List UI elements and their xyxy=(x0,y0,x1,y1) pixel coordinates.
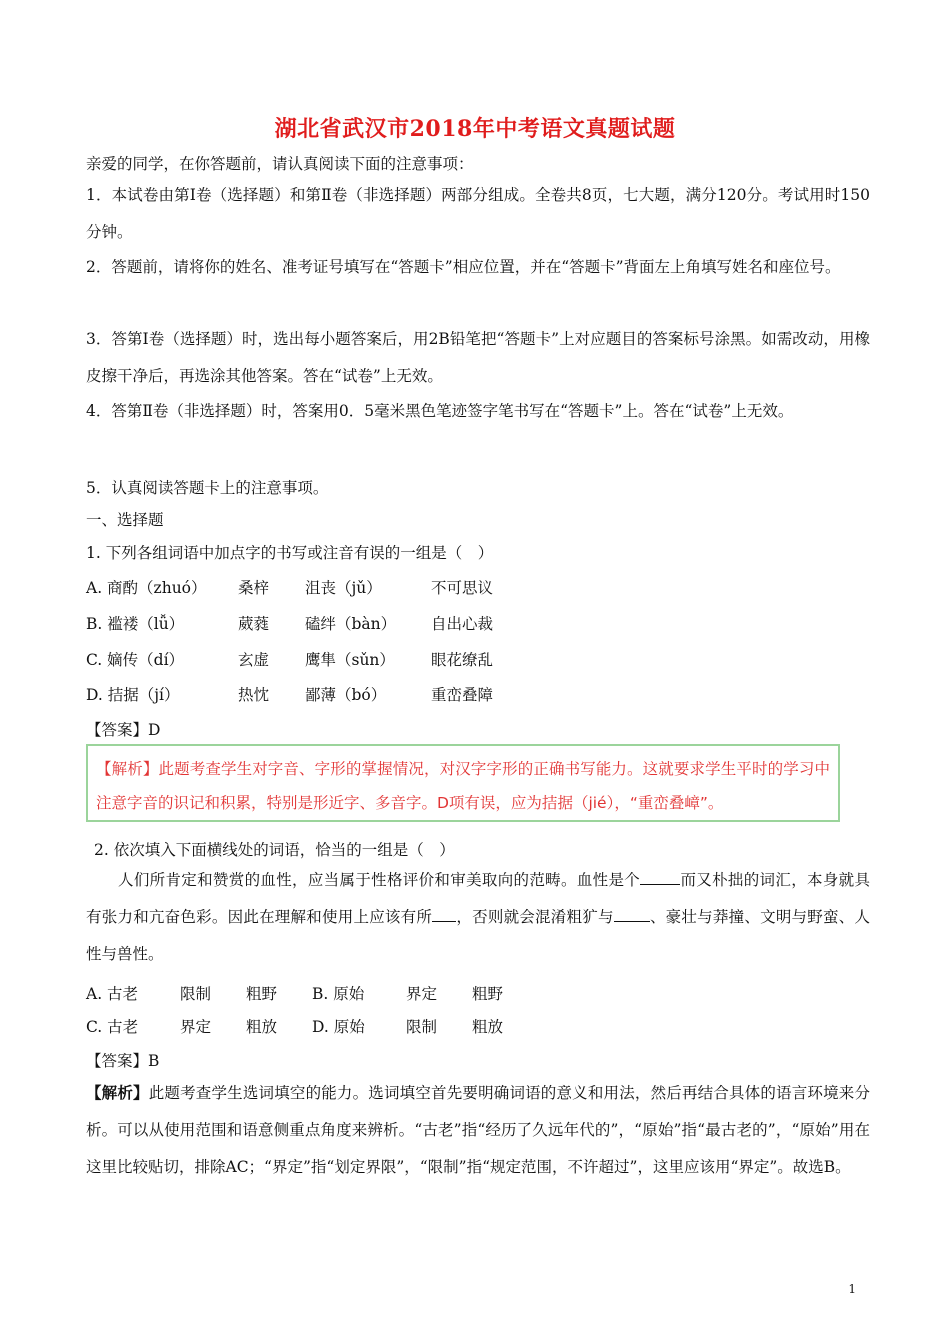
q1-option-c-2: 玄虚 xyxy=(238,651,270,669)
q1-option-a-1: A. 商酌（zhuó） xyxy=(86,579,207,597)
q1-option-b-4: 自出心裁 xyxy=(431,615,494,633)
q2-option-d: D. 原始 xyxy=(312,1018,365,1036)
q1-stem: 1. 下列各组词语中加点字的书写或注音有误的一组是（ ） xyxy=(86,544,494,562)
q2-blank-3 xyxy=(614,907,650,922)
q2-analysis-label: 【解析】 xyxy=(86,1083,149,1102)
q1-analysis-text: 【解析】此题考查学生对字音、字形的掌握情况，对汉字字形的正确书写能力。这就要求学生平时的学习中注意字音的识记和积累，特别是形近字、多音字。D项有误，应为拮据（jié），“重峦叠嶂”。 xyxy=(96,760,830,812)
note-5: 5．认真阅读答题卡上的注意事项。 xyxy=(86,479,329,497)
q1-option-a-4: 不可思议 xyxy=(431,579,494,597)
section-heading: 一、选择题 xyxy=(86,511,164,529)
q2-option-c: C. 古老 xyxy=(86,1018,139,1036)
page-number: 1 xyxy=(848,1282,856,1296)
q2-option-b-3: 粗野 xyxy=(472,985,504,1003)
q2-analysis xyxy=(86,1074,870,1186)
q1-option-b-2: 葳蕤 xyxy=(238,615,270,633)
q2-option-d-3: 粗放 xyxy=(472,1018,504,1036)
q2-option-a-3: 粗野 xyxy=(246,985,278,1003)
q1-option-d-1: D. 拮据（jí） xyxy=(86,686,180,704)
q1-option-c-3: 鹰隼（sǔn） xyxy=(305,651,395,669)
note-4: 4．答第Ⅱ卷（非选择题）时，答案用0．5毫米黑色笔迹签字笔书写在“答题卡”上。答在“试卷”上无效。 xyxy=(86,402,794,420)
q2-answer: 【答案】B xyxy=(86,1052,160,1070)
page-title: 湖北省武汉市2018年中考语文真题试题 xyxy=(274,116,676,142)
q1-option-a-2: 桑梓 xyxy=(238,579,270,597)
q1-option-b-3: 磕绊（bàn） xyxy=(305,615,397,633)
q1-answer: 【答案】D xyxy=(86,721,161,739)
q2-blank-1 xyxy=(640,870,680,885)
q2-option-a: A. 古老 xyxy=(86,985,139,1003)
q1-option-d-2: 热忱 xyxy=(238,686,270,704)
q2-option-c-3: 粗放 xyxy=(246,1018,278,1036)
q2-blank-2 xyxy=(432,907,456,922)
note-1: 1．本试卷由第Ⅰ卷（选择题）和第Ⅱ卷（非选择题）两部分组成。全卷共8页，七大题，满分120分。考试用时150分钟。 xyxy=(86,186,870,241)
q1-option-b-1: B. 褴褛（lǚ） xyxy=(86,615,185,633)
q2-option-a-2: 限制 xyxy=(180,985,212,1003)
q1-option-d-3: 鄙薄（bó） xyxy=(305,686,387,704)
q2-passage-part-3: ，否则就会混淆粗犷与 xyxy=(456,908,614,926)
q2-option-c-2: 界定 xyxy=(180,1018,212,1036)
q2-option-b-2: 界定 xyxy=(406,985,438,1003)
q2-passage-part-1: 人们所肯定和赞赏的血性，应当属于性格评价和审美取向的范畴。血性是个 xyxy=(118,871,641,889)
q2-stem: 2. 依次填入下面横线处的词语，恰当的一组是（ ） xyxy=(94,841,455,859)
q1-analysis-box xyxy=(86,744,840,822)
note-3: 3．答第Ⅰ卷（选择题）时，选出每小题答案后，用2B铅笔把“答题卡”上对应题目的答案标号涂黑。如需改动，用橡皮擦干净后，再选涂其他答案。答在“试卷”上无效。 xyxy=(86,330,870,385)
q2-passage-part-4: 、豪壮与莽撞、文明与野蛮、人性与兽性。 xyxy=(86,908,870,963)
q1-option-d-4: 重峦叠障 xyxy=(431,686,494,704)
q2-analysis-text: 此题考查学生选词填空的能力。选词填空首先要明确词语的意义和用法，然后再结合具体的语言环境来分析。可以从使用范围和语意侧重点角度来辨析。“古老”指“经历了久远年代的”，“原始”指“最古老的”，“原始”用在这里比较贴切，排除AC；“界定”指“划定界限”，“限制”指“规定范围，不许超过”，这里应该用“界定”。故选B。 xyxy=(86,1084,870,1176)
note-2: 2．答题前，请将你的姓名、准考证号填写在“答题卡”相应位置，并在“答题卡”背面左上角填写姓名和座位号。 xyxy=(86,258,841,276)
intro-text: 亲爱的同学，在你答题前，请认真阅读下面的注意事项： xyxy=(86,155,474,173)
q2-option-d-2: 限制 xyxy=(406,1018,438,1036)
q2-option-b: B. 原始 xyxy=(312,985,365,1003)
q2-passage-part-2: 而又朴拙的词汇，本身就具有张力和亢奋色彩。因此在理解和使用上应该有所 xyxy=(86,871,870,926)
q1-option-c-4: 眼花缭乱 xyxy=(431,651,494,669)
q2-passage xyxy=(86,862,870,973)
q1-option-a-3: 沮丧（jǔ） xyxy=(305,579,382,597)
q1-option-c-1: C. 嫡传（dí） xyxy=(86,651,185,669)
